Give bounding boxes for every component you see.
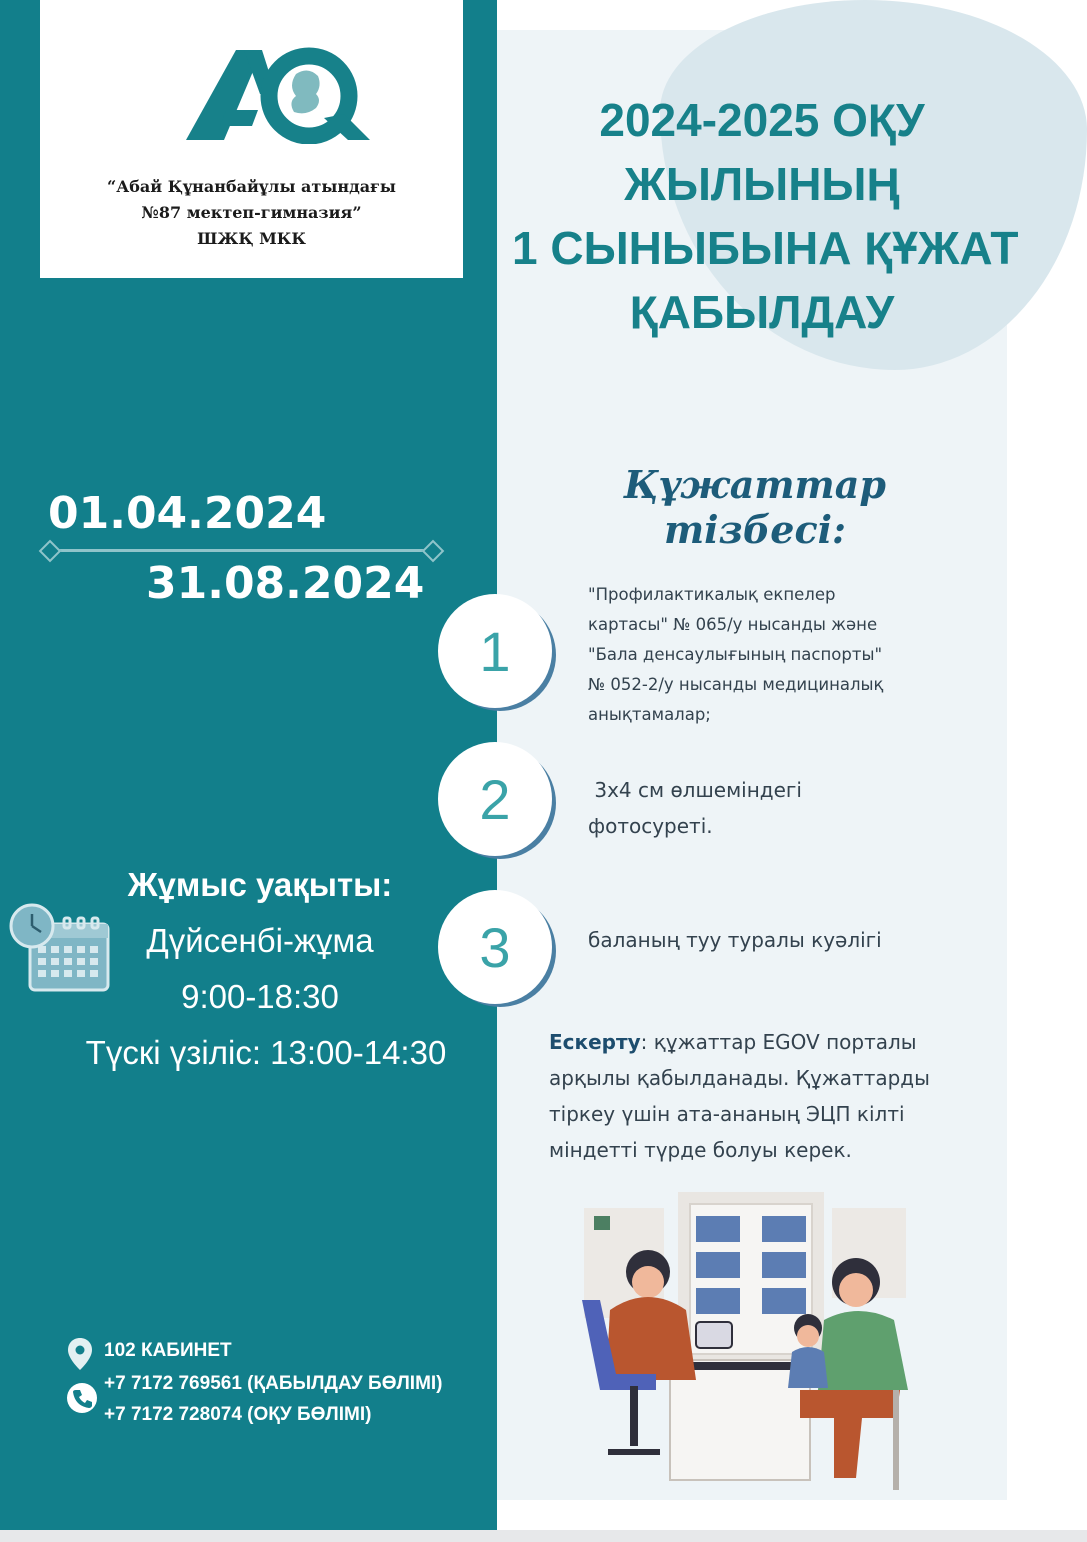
working-days: Дүйсенбі-жұма	[146, 922, 374, 959]
step-line: № 052-2/у нысанды медициналық	[588, 675, 884, 694]
step-line: 3х4 см өлшеміндегі	[588, 778, 802, 802]
documents-title: Құжаттар тізбесі:	[624, 462, 886, 552]
headline	[512, 88, 1019, 344]
lunch-break: Түскі үзіліс: 13:00-14:30	[85, 1034, 447, 1071]
step-3-text	[588, 924, 968, 956]
step-line: "Профилактикалық екпелер	[588, 585, 836, 604]
headline-line: ҚАБЫЛДАУ	[629, 286, 895, 338]
headline-line: 1 СЫНЫБЫНА ҚҰЖАТ	[512, 222, 1019, 274]
date-range-line	[48, 549, 432, 552]
step-line: анықтамалар;	[588, 705, 711, 724]
working-time: 9:00-18:30	[181, 978, 339, 1015]
step-number-3: 3	[438, 890, 552, 1004]
phone-admission[interactable]: +7 7172 769561 (ҚАБЫЛДАУ БӨЛІМІ)	[104, 1373, 443, 1394]
phone-icon	[66, 1382, 98, 1414]
working-hours-title: Жұмыс уақыты:	[127, 866, 393, 903]
reception-illustration	[570, 1190, 920, 1500]
date-end: 31.08.2024	[146, 558, 425, 609]
school-name	[60, 174, 443, 252]
step-line: картасы" № 065/у нысанды және	[588, 615, 878, 634]
room-number: 102 КАБИНЕТ	[104, 1340, 232, 1361]
bottom-strip	[0, 1530, 1087, 1542]
step-number-1: 1	[438, 594, 552, 708]
headline-line: 2024-2025 ОҚУ	[599, 94, 925, 146]
step-line: "Бала денсаулығының паспорты"	[588, 645, 883, 664]
school-name-line: №87 мектеп-гимназия”	[141, 203, 362, 222]
date-start: 01.04.2024	[48, 488, 327, 539]
logo-box	[40, 0, 463, 278]
phone-academic[interactable]: +7 7172 728074 (ОҚУ БӨЛІМІ)	[104, 1404, 372, 1425]
step-line: баланың туу туралы куәлігі	[588, 928, 882, 952]
note-label: Ескерту	[549, 1030, 641, 1054]
headline-line: ЖЫЛЫНЫҢ	[624, 158, 900, 210]
school-logo	[184, 44, 370, 144]
location-pin-icon	[68, 1338, 92, 1370]
school-name-line: “Абай Құнанбайұлы атындағы	[107, 177, 396, 196]
step-2-text	[588, 772, 888, 844]
note	[549, 1024, 979, 1168]
step-line: фотосуреті.	[588, 814, 713, 838]
note-text: : құжаттар EGOV порталы арқылы қабылданады. Құжаттарды тіркеу үшін ата-ананың ЭЦП кілті міндетті түрде болуы керек.	[549, 1030, 930, 1162]
school-name-line: ШЖҚ МКК	[197, 229, 306, 248]
step-number-2: 2	[438, 742, 552, 856]
step-1-text	[588, 580, 958, 730]
